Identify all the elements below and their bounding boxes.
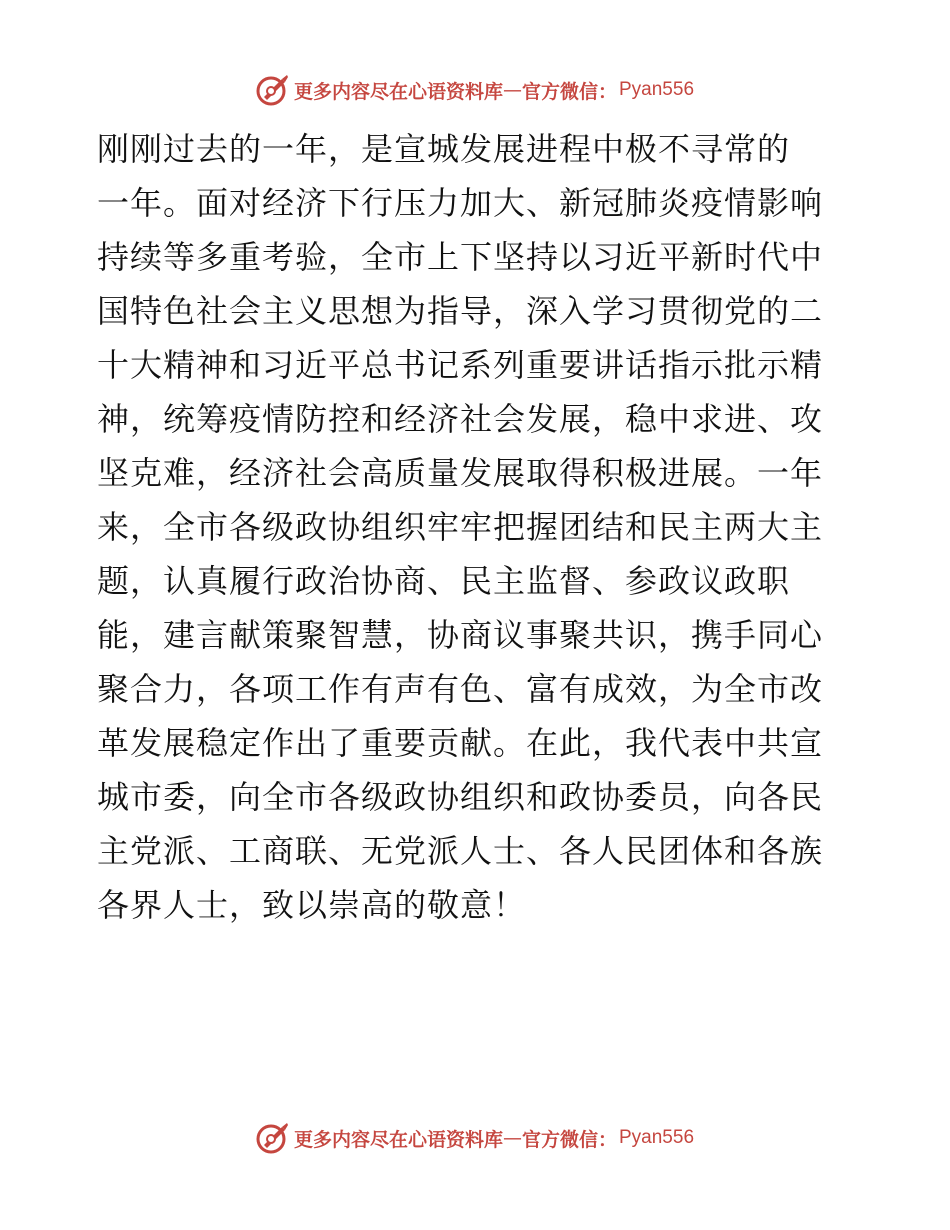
body-line: 十大精神和习近平总书记系列重要讲话指示批示精 (97, 346, 824, 384)
header-watermark-banner (0, 70, 950, 110)
body-line: 主党派、工商联、无党派人士、各人民团体和各族 (97, 832, 824, 870)
body-line: 持续等多重考验，全市上下坚持以习近平新时代中 (97, 238, 824, 276)
banner-separator: — (502, 1127, 522, 1149)
body-line: 城市委，向全市各级政协组织和政协委员，向各民 (97, 778, 824, 816)
body-line: 神，统筹疫情防控和经济社会发展，稳中求进、攻 (97, 400, 824, 438)
body-line: 能，建言献策聚智慧，协商议事聚共识，携手同心 (97, 616, 824, 654)
body-line: 坚克难，经济社会高质量发展取得积极进展。一年 (97, 454, 824, 492)
footer-watermark-banner (0, 1118, 950, 1158)
body-line: 刚刚过去的一年，是宣城发展进程中极不寻常的 (97, 130, 791, 168)
body-line: 聚合力，各项工作有声有色、富有成效，为全市改 (97, 670, 824, 708)
banner-label: 官方微信： (521, 80, 617, 103)
quill-pen-logo-icon (256, 73, 290, 107)
body-line: 来，全市各级政协组织牢牢把握团结和民主两大主 (97, 508, 824, 546)
banner-main-text: 更多内容尽在心语资料库 (293, 80, 503, 103)
banner-separator: — (502, 79, 522, 101)
banner-label: 官方微信： (521, 1128, 617, 1151)
banner-handle: Pyan556 (619, 1127, 695, 1148)
body-line: 一年。面对经济下行压力加大、新冠肺炎疫情影响 (97, 184, 824, 222)
quill-pen-logo-icon (256, 1121, 290, 1155)
body-line: 题，认真履行政治协商、民主监督、参政议政职 (97, 562, 791, 600)
body-line: 革发展稳定作出了重要贡献。在此，我代表中共宣 (97, 724, 824, 762)
body-line: 国特色社会主义思想为指导，深入学习贯彻党的二 (97, 292, 824, 330)
document-body (97, 122, 857, 932)
banner-main-text: 更多内容尽在心语资料库 (293, 1128, 503, 1151)
banner-handle: Pyan556 (619, 79, 695, 100)
body-line: 各界人士，致以崇高的敬意！ (97, 886, 527, 924)
